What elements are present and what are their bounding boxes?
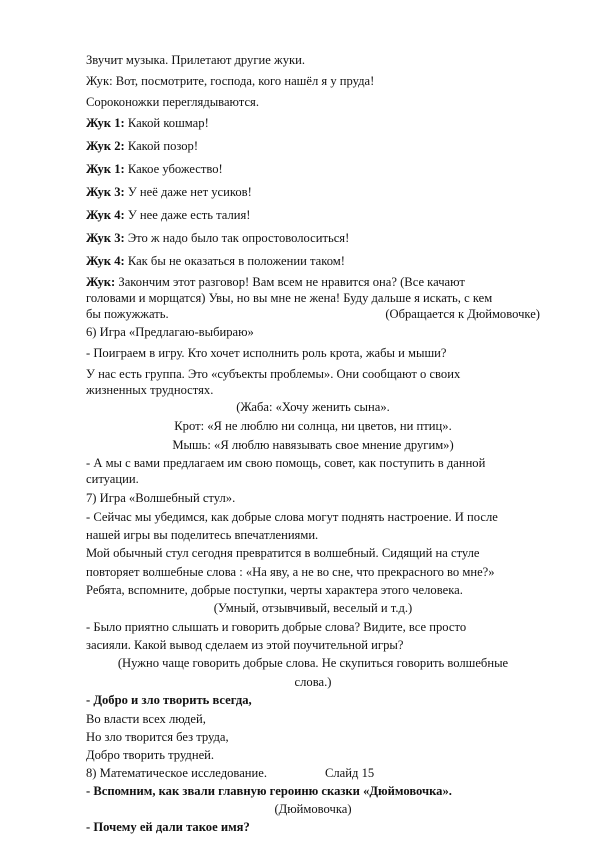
speech-text: Закончим этот разговор! Вам всем не нравится она? (Все качают	[115, 275, 465, 289]
speech-text: Как бы не оказаться в положении таком!	[124, 254, 345, 268]
text-line: Жук: Вот, посмотрите, господа, кого нашёл я у пруда!	[86, 74, 375, 88]
speaker-label: Жук 1:	[86, 162, 125, 176]
speech-text: Какой позор!	[124, 139, 199, 153]
text-line: - Добро и зло творить всегда,	[86, 693, 252, 707]
text-line: жизненных трудностях.	[86, 383, 214, 397]
text-line: Сороконожки переглядываются.	[86, 95, 259, 109]
slide-reference: Слайд 15	[325, 766, 375, 780]
text-line: У нас есть группа. Это «субъекты проблемы». Они сообщают о своих	[86, 367, 461, 381]
dialogue-line	[86, 205, 540, 226]
speaker-label: Жук:	[86, 275, 116, 289]
text-line: - А мы с вами предлагаем им свою помощь, совет, как поступить в данной	[86, 456, 486, 470]
stage-direction	[86, 92, 540, 113]
speaker-label: Жук 1:	[86, 116, 125, 130]
dialogue-line	[86, 71, 540, 92]
text-line: нашей игры вы поделитесь впечатлениями.	[86, 528, 319, 542]
text-line: - Сейчас мы убедимся, как добрые слова могут поднять настроение. И после	[86, 510, 498, 524]
question-line	[86, 817, 540, 837]
centered-line	[86, 416, 540, 437]
text-line: ситуации.	[86, 472, 139, 486]
text-line: бы пожужжать.	[86, 307, 169, 321]
speaker-label: Жук 3:	[86, 231, 125, 245]
speech-text: Какое убожество!	[124, 162, 223, 176]
paragraph-line	[86, 543, 540, 564]
centered-line	[86, 598, 540, 619]
dialogue-line	[86, 251, 540, 272]
speech-text: У нее даже есть талия!	[124, 208, 251, 222]
dialogue-line	[86, 228, 540, 249]
speaker-label: Жук 4:	[86, 208, 125, 222]
speech-text: У неё даже нет усиков!	[124, 185, 252, 199]
text-line: (Нужно чаще говорить добрые слова. Не скупиться говорить волшебные	[117, 656, 509, 670]
text-line: 6) Игра «Предлагаю-выбираю»	[86, 325, 254, 339]
section-heading	[86, 488, 540, 509]
text-line: Ребята, вспомните, добрые поступки, черты характера этого человека.	[86, 583, 463, 597]
text-line: Добро творить трудней.	[86, 748, 215, 762]
speaker-label: Жук 2:	[86, 139, 125, 153]
section-heading	[86, 322, 540, 343]
text-line: 8) Математическое исследование.	[86, 766, 267, 780]
text-line: засияли. Какой вывод сделаем из этой поучительной игры?	[86, 638, 404, 652]
text-line: слова.)	[294, 675, 332, 689]
text-line: - Поиграем в игру. Кто хочет исполнить роль крота, жабы и мыши?	[86, 346, 447, 360]
speech-text: Какой кошмар!	[124, 116, 209, 130]
speech-text: Это ж надо было так опростоволоситься!	[124, 231, 350, 245]
text-line: Крот: «Я не люблю ни солнца, ни цветов, ни птиц».	[174, 419, 452, 433]
text-line: Звучит музыка. Прилетают другие жуки.	[86, 53, 305, 67]
paragraph-line	[86, 469, 540, 490]
text-line: - Почему ей дали такое имя?	[86, 820, 250, 834]
text-line: - Было приятно слышать и говорить добрые слова? Видите, все просто	[86, 620, 467, 634]
text-line: Во власти всех людей,	[86, 712, 206, 726]
dialogue-line	[86, 113, 540, 134]
text-line: Мой обычный стул сегодня превратится в волшебный. Сидящий на стуле	[86, 546, 480, 560]
centered-line	[86, 653, 540, 674]
text-line: 7) Игра «Волшебный стул».	[86, 491, 236, 505]
stage-direction-inline: (Обращается к Дюймовочке)	[385, 307, 540, 321]
text-line: Но зло творится без труда,	[86, 730, 229, 744]
text-line: (Умный, отзывчивый, веселый и т.д.)	[213, 601, 413, 615]
stage-direction	[86, 50, 540, 71]
text-line: (Жаба: «Хочу женить сына».	[236, 400, 390, 414]
text-line: головами и морщатся) Увы, но вы мне не жена! Буду дальше я искать, с кем	[86, 291, 493, 305]
poem-line	[86, 690, 540, 711]
text-line: (Дюймовочка)	[274, 802, 352, 816]
paragraph-line	[86, 343, 540, 364]
text-line: повторяет волшебные слова : «На яву, а не во сне, что прекрасного во мне?»	[86, 565, 495, 579]
speaker-label: Жук 4:	[86, 254, 125, 268]
dialogue-line	[86, 182, 540, 203]
text-line: Мышь: «Я люблю навязывать свое мнение другим»)	[172, 438, 454, 452]
dialogue-line	[86, 136, 540, 157]
text-line: - Вспомним, как звали главную героиню сказки «Дюймовочка».	[86, 784, 452, 798]
speaker-label: Жук 3:	[86, 185, 125, 199]
centered-line	[86, 397, 540, 418]
dialogue-line	[86, 159, 540, 180]
